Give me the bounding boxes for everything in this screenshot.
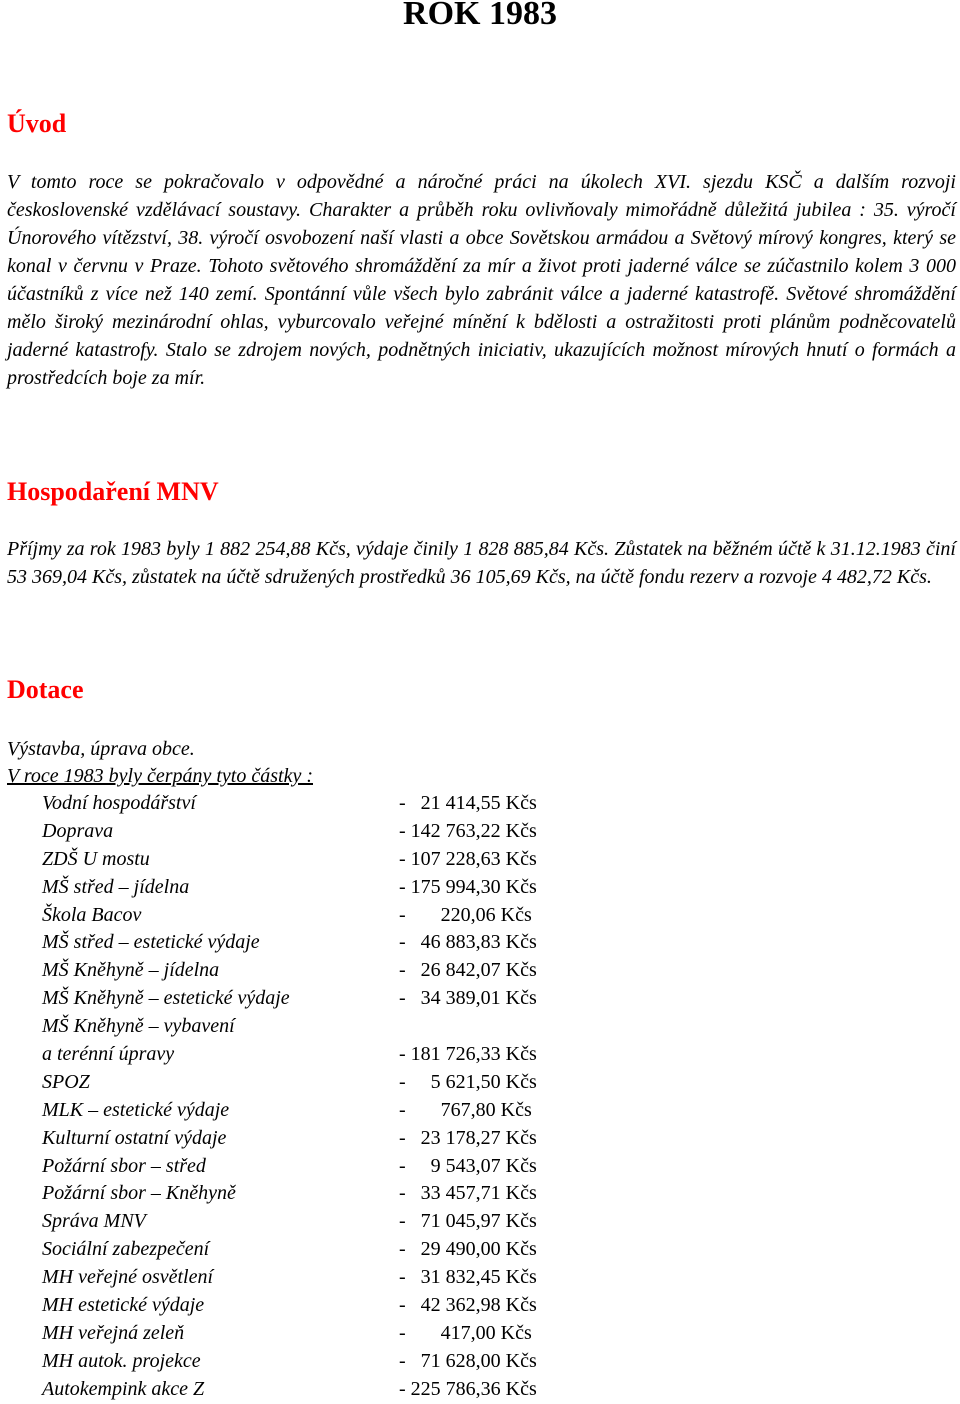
item-name: Kulturní ostatní výdaje [42,1126,227,1149]
list-item [42,1153,582,1181]
item-name: MŠ Kněhyně – vybavení [42,1015,235,1038]
list-item [42,902,582,930]
dotace-subtitle: V roce 1983 byly čerpány tyto částky : [7,765,313,787]
item-amount: - 26 842,07 Kčs [399,959,537,982]
section-heading-hospodareni: Hospodaření MNV [7,477,219,506]
item-amount: - 181 726,33 Kčs [399,1043,537,1066]
item-name: Sociální zabezpečení [42,1238,210,1261]
item-name: MŠ Kněhyně – estetické výdaje [42,987,290,1010]
item-name: Správa MNV [42,1210,146,1233]
dotace-intro: Výstavba, úprava obce. [7,738,195,760]
hospodareni-paragraph: Příjmy za rok 1983 byly 1 882 254,88 Kčs, výdaje činily 1 828 885,84 Kčs. Zůstatek na běžném účtě k 31.12.1983 činí 53 369,04 Kčs, zůstatek na účtě sdružených prostředků 36 105,69 Kčs, na účtě fondu rezerv a rozvoje 4 482,72 Kčs. [7,538,956,588]
item-amount: - 142 763,22 Kčs [399,819,537,842]
item-amount: - 29 490,00 Kčs [399,1238,537,1261]
item-amount: - 107 228,63 Kčs [399,847,537,870]
list-item [42,1125,582,1153]
list-item [42,1320,582,1348]
item-name: MH veřejná zeleň [42,1321,185,1344]
list-item [42,1208,582,1236]
uvod-paragraph: V tomto roce se pokračovalo v odpovědné a náročné práci na úkolech XVI. sjezdu KSČ a dalším rozvoji československé vzdělávací soustavy. Charakter a průběh roku ovlivňovaly mimořádně důležitá jubilea : 35. výročí Únorového vítězství, 38. výročí osvobození naší vlasti a obce Sovětskou armádou a Světový mírový kongres, který se konal v červnu v Praze. Tohoto světového shromáždění za mír a život proti jaderné válce se zúčastnilo kolem 3 000 účastníků z více než 140 zemí. Spontánní vůle všech bylo zabránit válce a jaderné katastrofě. Světové shromáždění mělo široký mezinárodní ohlas, vyburcovalo veřejné mínění k bdělosti a ostražitosti proti plánům podněcovatelů jaderné katastrofy. Stalo se zdrojem nových, podnětných iniciativ, ukazujících možnost mírových hnutí o formách a prostředcích boje za mír. [7,171,956,389]
list-item [42,957,582,985]
item-amount: - 42 362,98 Kčs [399,1294,537,1317]
item-amount: - 23 178,27 Kčs [399,1126,537,1149]
item-amount: - 31 832,45 Kčs [399,1266,537,1289]
item-name: Požární sbor – střed [42,1154,206,1177]
item-name: a terénní úpravy [42,1043,175,1066]
item-name: Vodní hospodářství [42,792,196,814]
item-name: MH autok. projekce [42,1349,201,1372]
item-amount: - 417,00 Kčs [399,1321,532,1344]
item-name: Autokempink akce Z [42,1377,205,1400]
list-item [42,846,582,874]
item-amount: - 71 628,00 Kčs [399,1349,537,1372]
item-name: Škola Bacov [42,903,142,926]
item-name: MŠ Kněhyně – jídelna [42,959,220,982]
item-name: ZDŠ U mostu [42,847,150,870]
list-item [42,874,582,902]
item-name: Požární sbor – Kněhyně [42,1182,236,1205]
item-amount: - 33 457,71 Kčs [399,1182,537,1205]
item-name: MH estetické výdaje [42,1294,205,1317]
page-title: ROK 1983 [403,0,557,32]
list-item [42,929,582,957]
list-item [42,1180,582,1208]
item-name: SPOZ [42,1070,90,1093]
list-item [42,985,582,1013]
item-amount: - 21 414,55 Kčs [399,792,537,814]
list-item [42,1097,582,1125]
item-amount: - 71 045,97 Kčs [399,1210,537,1233]
item-amount: - 225 786,36 Kčs [399,1377,537,1400]
item-name: Doprava [42,819,114,842]
list-item [42,790,582,818]
item-name: MŠ střed – jídelna [42,875,190,898]
list-item [42,1069,582,1097]
list-item [42,1264,582,1292]
section-heading-dotace: Dotace [7,675,84,704]
dotace-list [42,790,582,1404]
list-item [42,1376,582,1404]
list-item [42,818,582,846]
item-amount: - 46 883,83 Kčs [399,931,537,954]
item-amount: - 9 543,07 Kčs [399,1154,537,1177]
section-heading-uvod: Úvod [7,109,67,138]
item-amount: - 175 994,30 Kčs [399,875,537,898]
item-amount: - 767,80 Kčs [399,1098,532,1121]
list-item [42,1236,582,1264]
list-item [42,1348,582,1376]
item-amount: - 34 389,01 Kčs [399,987,537,1010]
list-item [42,1013,582,1041]
list-item [42,1041,582,1069]
item-amount: - 5 621,50 Kčs [399,1070,537,1093]
list-item [42,1292,582,1320]
item-name: MH veřejné osvětlení [42,1266,214,1289]
item-amount: - 220,06 Kčs [399,903,532,926]
item-name: MLK – estetické výdaje [42,1098,230,1121]
item-name: MŠ střed – estetické výdaje [42,931,260,954]
